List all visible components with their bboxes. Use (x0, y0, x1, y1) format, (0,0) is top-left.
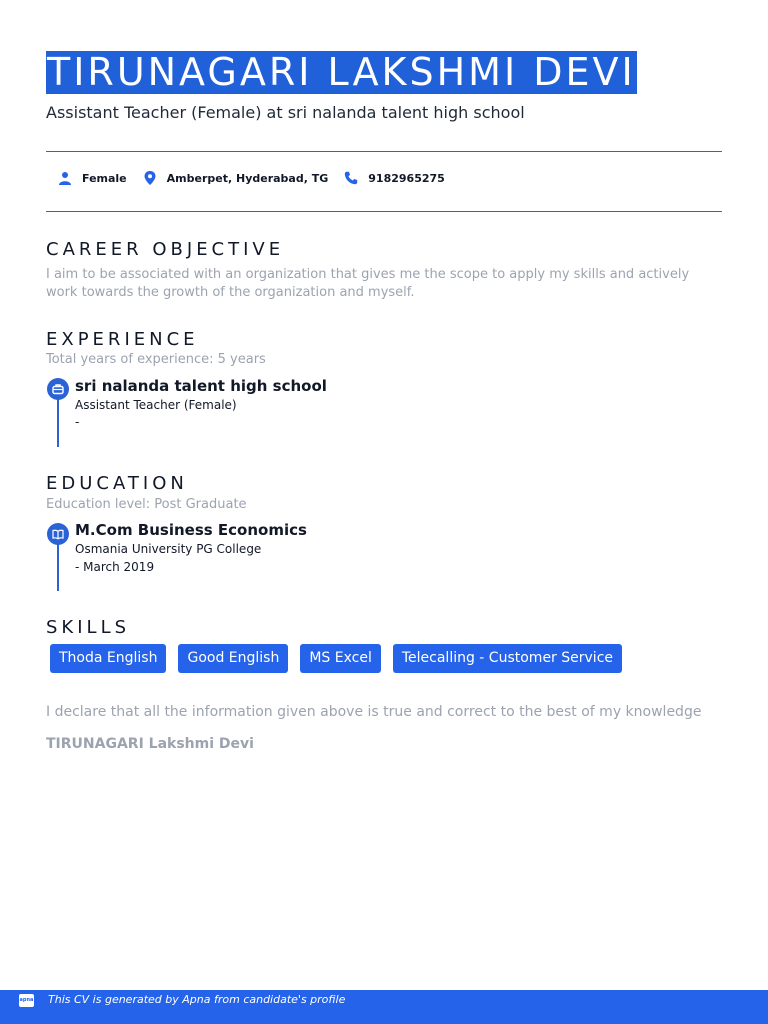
experience-heading: EXPERIENCE (46, 329, 199, 350)
divider-top (46, 151, 722, 152)
footer-bar (0, 990, 768, 1024)
experience-dates: - (75, 415, 80, 429)
education-summary: Education level: Post Graduate (46, 497, 247, 512)
gender-text: Female (82, 171, 127, 185)
contact-gender (58, 171, 127, 185)
location-text: Amberpet, Hyderabad, TG (166, 171, 329, 185)
divider-bottom (46, 211, 722, 212)
career-objective-text: I aim to be associated with an organization that gives me the scope to apply my skills and actively work towards the growth of the organization and myself. (46, 267, 690, 300)
education-timeline-line (57, 543, 59, 591)
declaration-text: I declare that all the information given above is true and correct to the best of my knowledge (46, 704, 702, 720)
signature-name: TIRUNAGARI Lakshmi Devi (46, 736, 254, 752)
book-icon (47, 523, 69, 545)
experience-timeline-line (57, 398, 59, 447)
skill-tag: Thoda English (50, 644, 166, 673)
person-icon (58, 171, 72, 185)
contact-row (58, 168, 461, 188)
skills-heading: SKILLS (46, 617, 131, 638)
career-objective-heading: CAREER OBJECTIVE (46, 239, 285, 260)
phone-text: 9182965275 (368, 171, 445, 185)
location-pin-icon (143, 171, 157, 185)
briefcase-icon (47, 378, 69, 400)
experience-organization: sri nalanda talent high school (75, 377, 327, 395)
skill-tag: Telecalling - Customer Service (393, 644, 622, 673)
phone-icon (344, 171, 358, 185)
apna-logo-icon: apna (19, 994, 34, 1007)
contact-location (143, 171, 329, 185)
experience-summary: Total years of experience: 5 years (46, 352, 266, 367)
education-heading: EDUCATION (46, 473, 188, 494)
candidate-name: TIRUNAGARI LAKSHMI DEVI (47, 50, 636, 94)
education-degree: M.Com Business Economics (75, 521, 307, 539)
footer-text: This CV is generated by Apna from candidate's profile (48, 993, 346, 1006)
skill-tag: MS Excel (300, 644, 381, 673)
education-institution: Osmania University PG College (75, 542, 262, 556)
education-dates: - March 2019 (75, 560, 155, 574)
contact-phone (344, 171, 445, 185)
skills-list (50, 644, 634, 673)
experience-role: Assistant Teacher (Female) (75, 398, 237, 412)
candidate-headline: Assistant Teacher (Female) at sri nalanda talent high school (46, 103, 525, 122)
skill-tag: Good English (178, 644, 288, 673)
